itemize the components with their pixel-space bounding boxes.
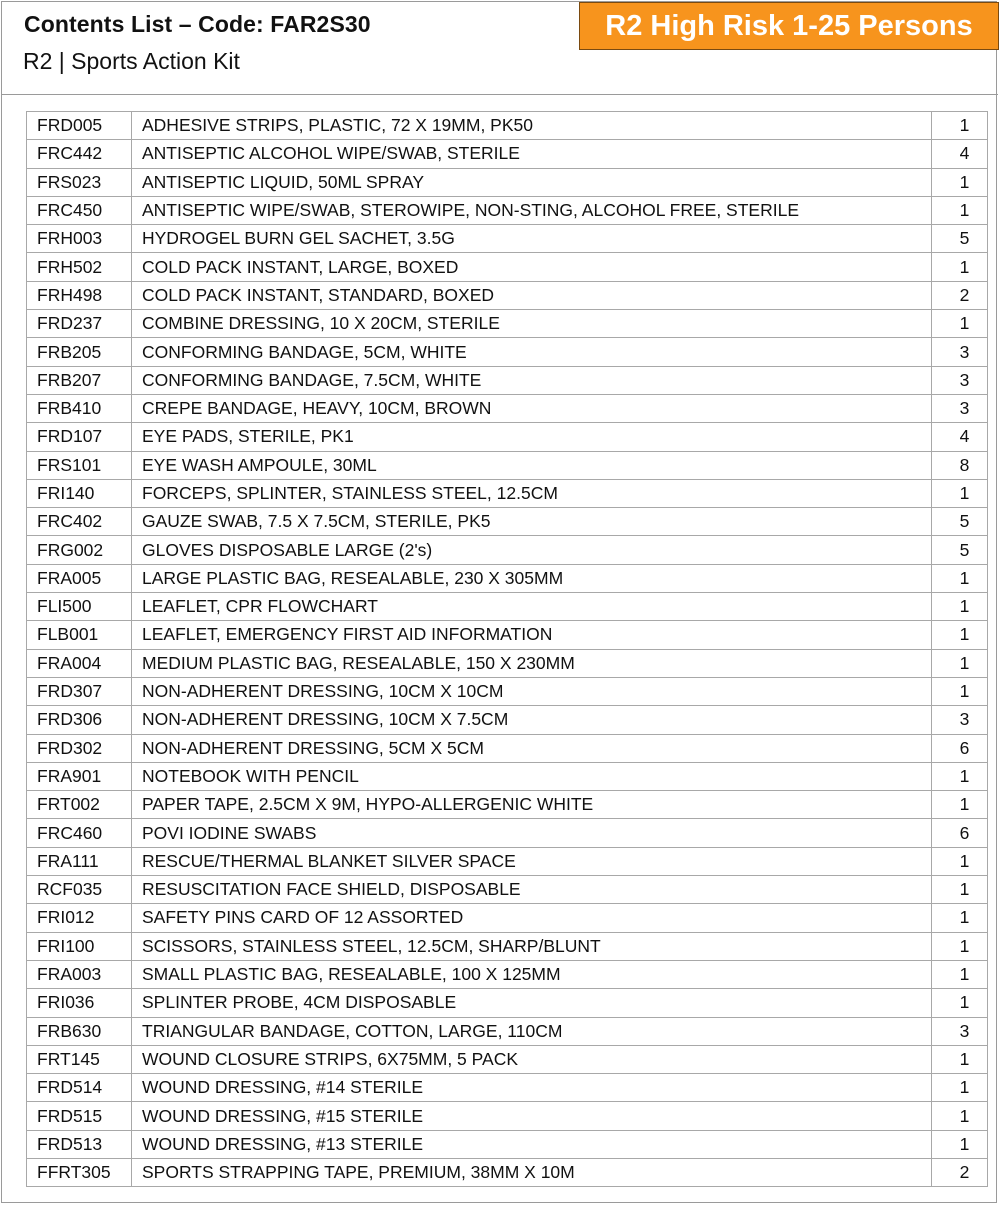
- item-description: WOUND DRESSING, #15 STERILE: [132, 1102, 932, 1130]
- item-quantity: 3: [932, 394, 988, 422]
- item-quantity: 1: [932, 168, 988, 196]
- item-quantity: 1: [932, 791, 988, 819]
- table-row: [27, 140, 988, 168]
- item-code: FRD237: [27, 310, 132, 338]
- item-description: HYDROGEL BURN GEL SACHET, 3.5G: [132, 225, 932, 253]
- item-quantity: 1: [932, 621, 988, 649]
- item-quantity: 3: [932, 1017, 988, 1045]
- item-code: FRC460: [27, 819, 132, 847]
- item-description: PAPER TAPE, 2.5CM X 9M, HYPO-ALLERGENIC WHITE: [132, 791, 932, 819]
- item-quantity: 3: [932, 706, 988, 734]
- item-code: FRA111: [27, 847, 132, 875]
- item-code: FRA901: [27, 762, 132, 790]
- item-quantity: 4: [932, 140, 988, 168]
- item-quantity: 1: [932, 677, 988, 705]
- item-description: RESUSCITATION FACE SHIELD, DISPOSABLE: [132, 876, 932, 904]
- item-code: FRD514: [27, 1074, 132, 1102]
- item-code: FRD307: [27, 677, 132, 705]
- item-code: FRI140: [27, 479, 132, 507]
- item-code: FRG002: [27, 536, 132, 564]
- item-description: COLD PACK INSTANT, LARGE, BOXED: [132, 253, 932, 281]
- item-code: FRH003: [27, 225, 132, 253]
- table-row: [27, 706, 988, 734]
- table-row: [27, 791, 988, 819]
- item-description: COLD PACK INSTANT, STANDARD, BOXED: [132, 281, 932, 309]
- item-quantity: 1: [932, 253, 988, 281]
- item-code: RCF035: [27, 876, 132, 904]
- table-row: [27, 932, 988, 960]
- table-row: [27, 479, 988, 507]
- item-quantity: 1: [932, 196, 988, 224]
- item-code: FRB207: [27, 366, 132, 394]
- item-code: FRA004: [27, 649, 132, 677]
- item-code: FRB205: [27, 338, 132, 366]
- item-code: FRC402: [27, 508, 132, 536]
- item-description: ANTISEPTIC ALCOHOL WIPE/SWAB, STERILE: [132, 140, 932, 168]
- item-code: FRS101: [27, 451, 132, 479]
- item-code: FRH502: [27, 253, 132, 281]
- item-quantity: 1: [932, 564, 988, 592]
- item-quantity: 1: [932, 847, 988, 875]
- item-quantity: 4: [932, 423, 988, 451]
- item-description: EYE PADS, STERILE, PK1: [132, 423, 932, 451]
- page-title: Contents List – Code: FAR2S30: [24, 11, 371, 37]
- contents-table: [26, 111, 988, 1187]
- item-code: FRB410: [27, 394, 132, 422]
- table-row: [27, 593, 988, 621]
- item-description: COMBINE DRESSING, 10 X 20CM, STERILE: [132, 310, 932, 338]
- table-row: [27, 536, 988, 564]
- item-quantity: 5: [932, 225, 988, 253]
- item-description: LEAFLET, EMERGENCY FIRST AID INFORMATION: [132, 621, 932, 649]
- item-description: ADHESIVE STRIPS, PLASTIC, 72 X 19MM, PK50: [132, 112, 932, 140]
- table-row: [27, 564, 988, 592]
- item-code: FRD107: [27, 423, 132, 451]
- table-row: [27, 989, 988, 1017]
- item-description: CONFORMING BANDAGE, 7.5CM, WHITE: [132, 366, 932, 394]
- table-row: [27, 819, 988, 847]
- item-quantity: 1: [932, 112, 988, 140]
- table-row: [27, 423, 988, 451]
- item-description: LARGE PLASTIC BAG, RESEALABLE, 230 X 305MM: [132, 564, 932, 592]
- table-row: [27, 904, 988, 932]
- item-description: GLOVES DISPOSABLE LARGE (2's): [132, 536, 932, 564]
- item-description: CONFORMING BANDAGE, 5CM, WHITE: [132, 338, 932, 366]
- item-code: FRT145: [27, 1045, 132, 1073]
- item-quantity: 6: [932, 819, 988, 847]
- table-row: [27, 310, 988, 338]
- item-description: ANTISEPTIC WIPE/SWAB, STEROWIPE, NON-STING, ALCOHOL FREE, STERILE: [132, 196, 932, 224]
- page-subtitle: R2 | Sports Action Kit: [23, 48, 240, 74]
- table-row: [27, 762, 988, 790]
- item-quantity: 5: [932, 536, 988, 564]
- item-description: FORCEPS, SPLINTER, STAINLESS STEEL, 12.5CM: [132, 479, 932, 507]
- table-row: [27, 1158, 988, 1186]
- table-row: [27, 621, 988, 649]
- item-quantity: 1: [932, 649, 988, 677]
- table-row: [27, 677, 988, 705]
- item-code: FRD302: [27, 734, 132, 762]
- table-row: [27, 112, 988, 140]
- table-row: [27, 394, 988, 422]
- item-code: FRI036: [27, 989, 132, 1017]
- item-description: WOUND DRESSING, #14 STERILE: [132, 1074, 932, 1102]
- item-quantity: 3: [932, 366, 988, 394]
- table-row: [27, 281, 988, 309]
- table-row: [27, 366, 988, 394]
- table-row: [27, 876, 988, 904]
- table-row: [27, 649, 988, 677]
- item-quantity: 1: [932, 1074, 988, 1102]
- item-description: NON-ADHERENT DRESSING, 10CM X 10CM: [132, 677, 932, 705]
- item-quantity: 5: [932, 508, 988, 536]
- item-quantity: 2: [932, 281, 988, 309]
- table-row: [27, 1074, 988, 1102]
- item-description: SCISSORS, STAINLESS STEEL, 12.5CM, SHARP/BLUNT: [132, 932, 932, 960]
- contents-table-body: [27, 112, 988, 1187]
- item-code: FRH498: [27, 281, 132, 309]
- table-row: [27, 338, 988, 366]
- table-row: [27, 225, 988, 253]
- item-description: WOUND CLOSURE STRIPS, 6X75MM, 5 PACK: [132, 1045, 932, 1073]
- item-code: FRS023: [27, 168, 132, 196]
- item-description: TRIANGULAR BANDAGE, COTTON, LARGE, 110CM: [132, 1017, 932, 1045]
- item-description: NON-ADHERENT DRESSING, 10CM X 7.5CM: [132, 706, 932, 734]
- item-description: LEAFLET, CPR FLOWCHART: [132, 593, 932, 621]
- item-code: FRC450: [27, 196, 132, 224]
- item-code: FFRT305: [27, 1158, 132, 1186]
- item-quantity: 1: [932, 479, 988, 507]
- item-description: WOUND DRESSING, #13 STERILE: [132, 1130, 932, 1158]
- item-quantity: 1: [932, 1102, 988, 1130]
- item-code: FRI012: [27, 904, 132, 932]
- item-description: RESCUE/THERMAL BLANKET SILVER SPACE: [132, 847, 932, 875]
- table-row: [27, 451, 988, 479]
- item-code: FRD005: [27, 112, 132, 140]
- item-code: FRD515: [27, 1102, 132, 1130]
- risk-badge: R2 High Risk 1-25 Persons: [579, 2, 999, 50]
- table-row: [27, 1130, 988, 1158]
- item-description: POVI IODINE SWABS: [132, 819, 932, 847]
- document-page: [1, 1, 997, 1203]
- item-description: SMALL PLASTIC BAG, RESEALABLE, 100 X 125MM: [132, 960, 932, 988]
- item-description: SPORTS STRAPPING TAPE, PREMIUM, 38MM X 10M: [132, 1158, 932, 1186]
- item-quantity: 1: [932, 1045, 988, 1073]
- table-row: [27, 253, 988, 281]
- table-row: [27, 960, 988, 988]
- table-row: [27, 1102, 988, 1130]
- item-description: SPLINTER PROBE, 4CM DISPOSABLE: [132, 989, 932, 1017]
- item-code: FRB630: [27, 1017, 132, 1045]
- item-description: EYE WASH AMPOULE, 30ML: [132, 451, 932, 479]
- item-quantity: 1: [932, 960, 988, 988]
- table-row: [27, 508, 988, 536]
- item-description: CREPE BANDAGE, HEAVY, 10CM, BROWN: [132, 394, 932, 422]
- item-code: FLB001: [27, 621, 132, 649]
- item-description: MEDIUM PLASTIC BAG, RESEALABLE, 150 X 230MM: [132, 649, 932, 677]
- item-description: NON-ADHERENT DRESSING, 5CM X 5CM: [132, 734, 932, 762]
- item-quantity: 6: [932, 734, 988, 762]
- item-code: FRA005: [27, 564, 132, 592]
- item-quantity: 1: [932, 932, 988, 960]
- item-code: FRD513: [27, 1130, 132, 1158]
- item-code: FLI500: [27, 593, 132, 621]
- item-code: FRI100: [27, 932, 132, 960]
- item-quantity: 2: [932, 1158, 988, 1186]
- item-description: SAFETY PINS CARD OF 12 ASSORTED: [132, 904, 932, 932]
- item-quantity: 1: [932, 904, 988, 932]
- table-row: [27, 1045, 988, 1073]
- item-description: NOTEBOOK WITH PENCIL: [132, 762, 932, 790]
- item-quantity: 1: [932, 876, 988, 904]
- item-quantity: 3: [932, 338, 988, 366]
- item-code: FRD306: [27, 706, 132, 734]
- table-row: [27, 847, 988, 875]
- item-code: FRA003: [27, 960, 132, 988]
- item-quantity: 1: [932, 593, 988, 621]
- item-quantity: 1: [932, 310, 988, 338]
- item-quantity: 1: [932, 989, 988, 1017]
- item-quantity: 1: [932, 762, 988, 790]
- item-description: ANTISEPTIC LIQUID, 50ML SPRAY: [132, 168, 932, 196]
- item-code: FRC442: [27, 140, 132, 168]
- table-row: [27, 1017, 988, 1045]
- item-description: GAUZE SWAB, 7.5 X 7.5CM, STERILE, PK5: [132, 508, 932, 536]
- item-quantity: 8: [932, 451, 988, 479]
- table-row: [27, 196, 988, 224]
- item-quantity: 1: [932, 1130, 988, 1158]
- table-row: [27, 734, 988, 762]
- item-code: FRT002: [27, 791, 132, 819]
- table-row: [27, 168, 988, 196]
